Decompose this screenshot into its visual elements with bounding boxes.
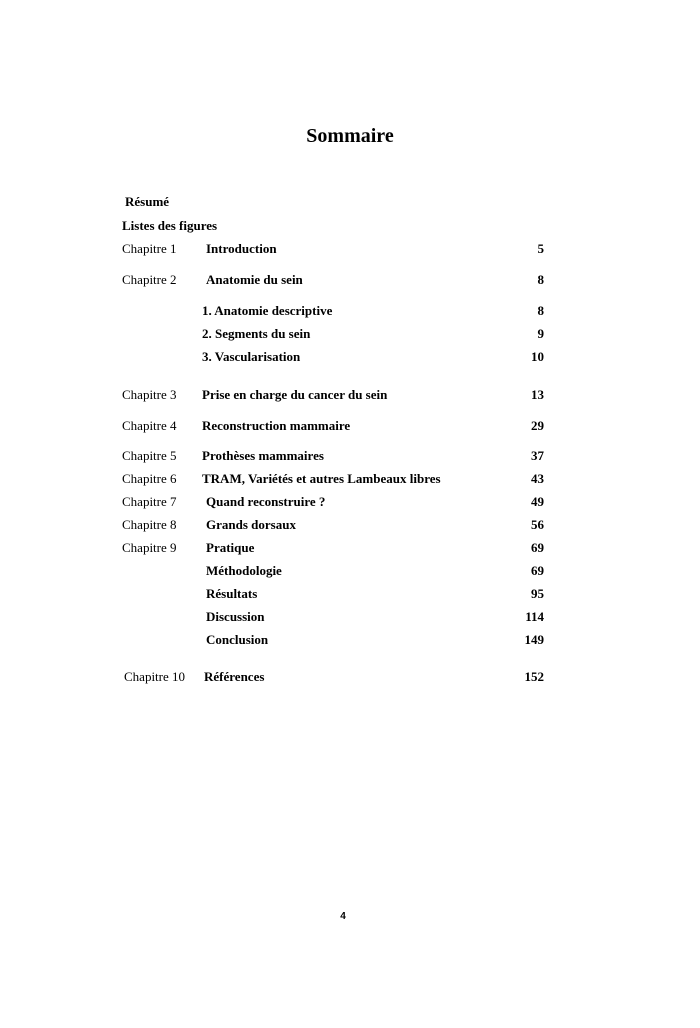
page-number: 4: [340, 911, 346, 922]
toc-page-number: 5: [537, 241, 544, 256]
toc-entry-title: Grands dorsaux: [206, 517, 296, 532]
toc-chapter-label: Chapitre 8: [122, 517, 177, 532]
toc-page-number: 152: [524, 669, 544, 684]
toc-entry-title: 2. Segments du sein: [202, 326, 311, 341]
toc-chapter-label: Chapitre 1: [122, 241, 177, 256]
page-title: Sommaire: [306, 125, 394, 147]
toc-page-number: 56: [531, 517, 544, 532]
toc-page-number: 95: [531, 586, 544, 601]
toc-chapter-label: Chapitre 2: [122, 272, 177, 287]
toc-chapter-label: Chapitre 6: [122, 471, 177, 486]
toc-page-number: 69: [531, 540, 544, 555]
toc-page-number: 10: [531, 349, 544, 364]
toc-figures: Listes des figures: [122, 218, 218, 233]
toc-page-number: 8: [537, 303, 544, 318]
toc-entry-title: Discussion: [206, 609, 265, 624]
toc-entry-title: Résultats: [206, 586, 258, 601]
toc-resume: Résumé: [125, 194, 170, 209]
toc-page-number: 149: [524, 632, 544, 647]
toc-chapter-label: Chapitre 3: [122, 387, 177, 402]
toc-entry-title: Prise en charge du cancer du sein: [202, 387, 388, 402]
toc-page-number: 8: [537, 272, 544, 287]
toc-entry-title: 3. Vascularisation: [202, 349, 301, 364]
toc-page-number: 37: [531, 448, 544, 463]
toc-entry-title: Prothèses mammaires: [202, 448, 324, 463]
toc-entry-title: Anatomie du sein: [206, 272, 303, 287]
toc-page-number: 29: [531, 418, 544, 433]
toc-entry-title: 1. Anatomie descriptive: [202, 303, 333, 318]
toc-entry-title: Méthodologie: [206, 563, 282, 578]
toc-chapter-label: Chapitre 5: [122, 448, 177, 463]
toc-entry-title: Reconstruction mammaire: [202, 418, 351, 433]
toc-page-number: 43: [531, 471, 544, 486]
toc-page-number: 9: [537, 326, 544, 341]
toc-entry-title: Références: [204, 669, 265, 684]
toc-entry-title: Pratique: [206, 540, 255, 555]
toc-page-number: 69: [531, 563, 544, 578]
toc-entry-title: Conclusion: [206, 632, 269, 647]
toc-chapter-label: Chapitre 10: [124, 669, 186, 684]
toc-page-number: 13: [531, 387, 544, 402]
toc-page-number: 49: [531, 494, 544, 509]
toc-chapter-label: Chapitre 9: [122, 540, 177, 555]
toc-chapter-label: Chapitre 4: [122, 418, 177, 433]
toc-entry-title: Quand reconstruire ?: [206, 494, 326, 509]
toc-entry-title: Introduction: [206, 241, 277, 256]
toc-page-number: 114: [525, 609, 544, 624]
toc-chapter-label: Chapitre 7: [122, 494, 177, 509]
toc-entry-title: TRAM, Variétés et autres Lambeaux libres: [202, 471, 441, 486]
